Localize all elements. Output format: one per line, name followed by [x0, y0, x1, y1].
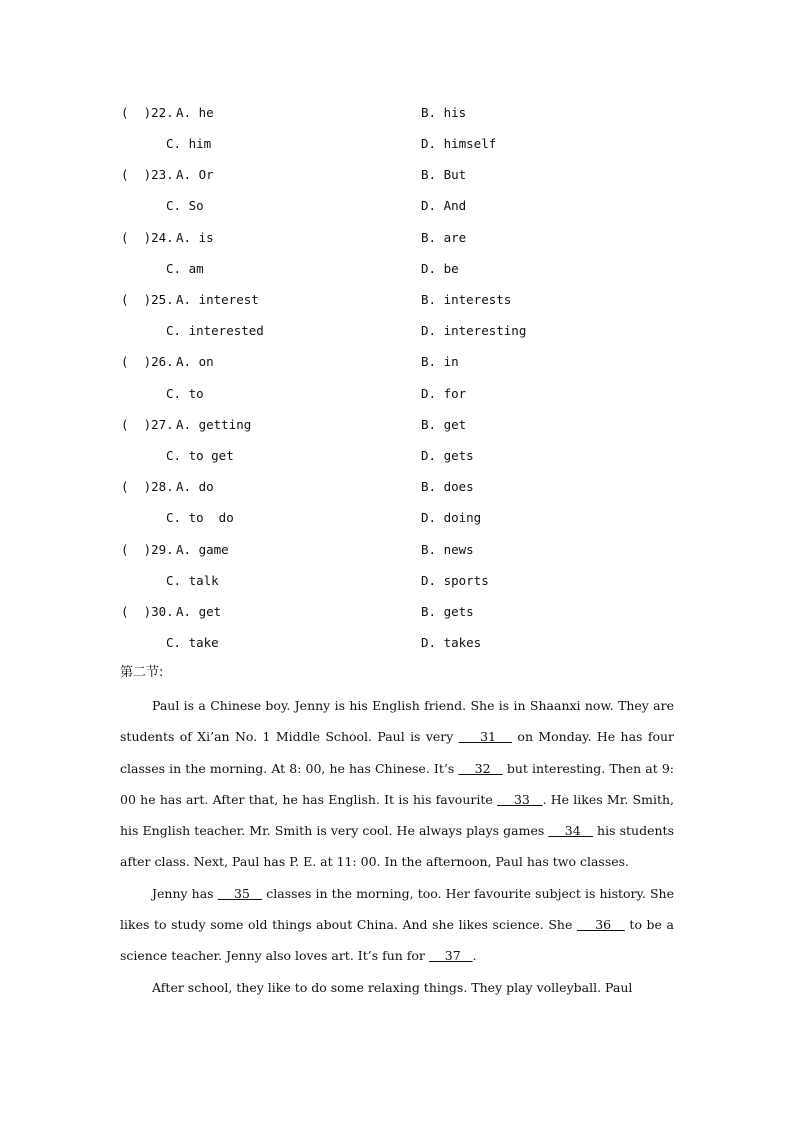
question-28-row: [0, 477, 794, 497]
option-c: C. to: [166, 386, 204, 401]
blank-36: 36: [576, 917, 625, 933]
question-24-row-2: [0, 259, 794, 279]
passage-paragraph-1: Paul is a Chinese boy. Jenny is his English friend. She is in Shaanxi now. They are students of Xi’an No. 1 Middle School. Paul is very 31 on Monday. He has four classes in the morning. At 8: 00, he has Chinese. It’s 32 but interesting. Then at 9: 00 he has art. After that, he has English. It is his favourite 33 . He likes Mr. Smith, his English teacher. Mr. Smith is very cool. He always plays games 34 his students after class. Next, Paul has P. E. at 11: 00. In the afternoon, Paul has two classes.: [120, 698, 674, 870]
option-b: B. his: [421, 105, 467, 120]
question-22-row: [0, 103, 794, 123]
option-d: D. doing: [421, 510, 482, 525]
question-26-row-2: [0, 384, 794, 404]
question-number: ( )30.: [121, 604, 174, 619]
option-a: A. getting: [176, 417, 252, 432]
option-d: D. for: [421, 386, 467, 401]
option-b: B. But: [421, 167, 467, 182]
option-a: A. do: [176, 479, 214, 494]
option-a: A. game: [176, 542, 229, 557]
question-29-row-2: [0, 571, 794, 591]
option-d: D. sports: [421, 573, 489, 588]
option-b: B. interests: [421, 292, 512, 307]
question-number: ( )27.: [121, 417, 174, 432]
option-c: C. to get: [166, 448, 234, 463]
question-24-row: [0, 228, 794, 248]
option-b: B. news: [421, 542, 474, 557]
option-c: C. him: [166, 136, 212, 151]
option-c: C. am: [166, 261, 204, 276]
question-number: ( )29.: [121, 542, 174, 557]
option-b: B. are: [421, 230, 467, 245]
option-d: D. himself: [421, 136, 497, 151]
passage-paragraph-2: Jenny has 35 classes in the morning, too. Her favourite subject is history. She likes to study some old things about China. And she likes science. She 36 to be a science teacher. Jenny also loves art. It’s fun for 37 .: [120, 885, 674, 964]
option-a: A. get: [176, 604, 222, 619]
option-c: C. take: [166, 635, 219, 650]
option-b: B. gets: [421, 604, 474, 619]
cloze-passage: [120, 690, 674, 1003]
question-30-row: [0, 602, 794, 622]
question-number: ( )23.: [121, 167, 174, 182]
question-number: ( )22.: [121, 105, 174, 120]
option-b: B. in: [421, 354, 459, 369]
question-27-row-2: [0, 446, 794, 466]
blank-31: 31: [458, 729, 513, 745]
question-28-row-2: [0, 508, 794, 528]
option-d: D. And: [421, 198, 467, 213]
question-25-row-2: [0, 321, 794, 341]
question-23-row-2: [0, 196, 794, 216]
question-29-row: [0, 540, 794, 560]
option-a: A. on: [176, 354, 214, 369]
option-d: D. takes: [421, 635, 482, 650]
question-26-row: [0, 352, 794, 372]
option-d: D. be: [421, 261, 459, 276]
question-23-row: [0, 165, 794, 185]
option-c: C. interested: [166, 323, 264, 338]
section-heading: 第二节:: [120, 665, 164, 680]
blank-33: 33: [497, 791, 543, 807]
question-25-row: [0, 290, 794, 310]
question-number: ( )28.: [121, 479, 174, 494]
option-b: B. get: [421, 417, 467, 432]
question-22-row-2: [0, 134, 794, 154]
option-a: A. interest: [176, 292, 259, 307]
blank-35: 35: [217, 885, 263, 901]
option-a: A. Or: [176, 167, 214, 182]
question-number: ( )25.: [121, 292, 174, 307]
blank-32: 32: [458, 760, 503, 776]
question-30-row-2: [0, 633, 794, 653]
option-c: C. to do: [166, 510, 234, 525]
blank-34: 34: [548, 823, 593, 839]
option-c: C. talk: [166, 573, 219, 588]
option-d: D. interesting: [421, 323, 527, 338]
option-a: A. is: [176, 230, 214, 245]
option-c: C. So: [166, 198, 204, 213]
passage-paragraph-3: After school, they like to do some relaxing things. They play volleyball. Paul: [152, 979, 633, 995]
option-a: A. he: [176, 105, 214, 120]
question-number: ( )24.: [121, 230, 174, 245]
question-number: ( )26.: [121, 354, 174, 369]
question-27-row: [0, 415, 794, 435]
option-d: D. gets: [421, 448, 474, 463]
option-b: B. does: [421, 479, 474, 494]
blank-37: 37: [428, 948, 473, 964]
